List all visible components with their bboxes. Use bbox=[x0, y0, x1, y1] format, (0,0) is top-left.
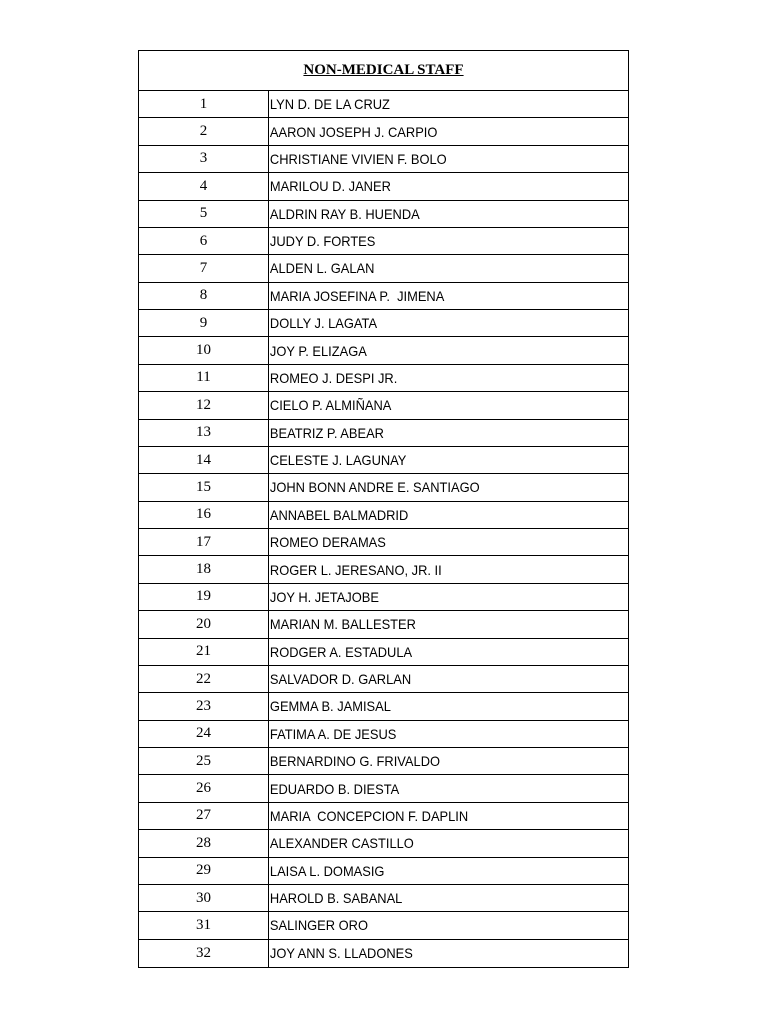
table-row bbox=[139, 666, 628, 693]
row-number: 6 bbox=[139, 228, 269, 254]
table-row bbox=[139, 721, 628, 748]
table-row bbox=[139, 118, 628, 145]
staff-name: HAROLD B. SABANAL bbox=[269, 890, 403, 907]
table-title: NON-MEDICAL STAFF bbox=[139, 51, 628, 91]
row-number: 9 bbox=[139, 310, 269, 336]
staff-name: FATIMA A. DE JESUS bbox=[269, 725, 397, 742]
row-number: 20 bbox=[139, 611, 269, 637]
staff-name: JOY ANN S. LLADONES bbox=[269, 945, 413, 962]
staff-table bbox=[138, 50, 629, 968]
staff-name: JOY H. JETAJOBE bbox=[269, 588, 379, 605]
table-row bbox=[139, 639, 628, 666]
row-number: 10 bbox=[139, 337, 269, 363]
staff-name: ALEXANDER CASTILLO bbox=[269, 835, 414, 852]
staff-name: ROGER L. JERESANO, JR. II bbox=[269, 561, 442, 578]
table-row bbox=[139, 940, 628, 967]
table-row bbox=[139, 420, 628, 447]
staff-name: JOHN BONN ANDRE E. SANTIAGO bbox=[269, 479, 480, 496]
staff-name: CIELO P. ALMIÑANA bbox=[269, 397, 392, 414]
row-number: 7 bbox=[139, 255, 269, 281]
table-row bbox=[139, 201, 628, 228]
staff-name: RODGER A. ESTADULA bbox=[269, 643, 413, 660]
staff-name: MARILOU D. JANER bbox=[269, 178, 391, 195]
staff-name: SALINGER ORO bbox=[269, 917, 368, 934]
row-number: 16 bbox=[139, 502, 269, 528]
table-row bbox=[139, 502, 628, 529]
row-number: 13 bbox=[139, 420, 269, 446]
row-number: 21 bbox=[139, 639, 269, 665]
table-row bbox=[139, 556, 628, 583]
table-row bbox=[139, 611, 628, 638]
row-number: 18 bbox=[139, 556, 269, 582]
row-number: 1 bbox=[139, 91, 269, 117]
row-number: 3 bbox=[139, 146, 269, 172]
table-body bbox=[139, 91, 628, 967]
staff-name: JOY P. ELIZAGA bbox=[269, 342, 367, 359]
row-number: 4 bbox=[139, 173, 269, 199]
table-row bbox=[139, 775, 628, 802]
staff-name: BEATRIZ P. ABEAR bbox=[269, 424, 384, 441]
staff-name: EDUARDO B. DIESTA bbox=[269, 780, 400, 797]
staff-name: DOLLY J. LAGATA bbox=[269, 315, 378, 332]
staff-name: CHRISTIANE VIVIEN F. BOLO bbox=[269, 150, 447, 167]
table-row bbox=[139, 173, 628, 200]
row-number: 25 bbox=[139, 748, 269, 774]
row-number: 29 bbox=[139, 858, 269, 884]
table-row bbox=[139, 885, 628, 912]
staff-name: LYN D. DE LA CRUZ bbox=[269, 96, 390, 113]
table-row bbox=[139, 255, 628, 282]
row-number: 11 bbox=[139, 365, 269, 391]
staff-name: ROMEO J. DESPI JR. bbox=[269, 369, 398, 386]
row-number: 19 bbox=[139, 584, 269, 610]
table-row bbox=[139, 474, 628, 501]
table-row bbox=[139, 310, 628, 337]
staff-name: AARON JOSEPH J. CARPIO bbox=[269, 123, 438, 140]
table-row bbox=[139, 337, 628, 364]
table-row bbox=[139, 146, 628, 173]
row-number: 24 bbox=[139, 721, 269, 747]
row-number: 23 bbox=[139, 693, 269, 719]
table-row bbox=[139, 912, 628, 939]
table-row bbox=[139, 392, 628, 419]
table-row bbox=[139, 447, 628, 474]
staff-name: MARIA JOSEFINA P. JIMENA bbox=[269, 287, 445, 304]
table-row bbox=[139, 858, 628, 885]
row-number: 31 bbox=[139, 912, 269, 938]
row-number: 5 bbox=[139, 201, 269, 227]
row-number: 8 bbox=[139, 283, 269, 309]
table-row bbox=[139, 228, 628, 255]
row-number: 30 bbox=[139, 885, 269, 911]
table-row bbox=[139, 693, 628, 720]
table-row bbox=[139, 91, 628, 118]
staff-name: JUDY D. FORTES bbox=[269, 233, 376, 250]
table-row bbox=[139, 584, 628, 611]
row-number: 14 bbox=[139, 447, 269, 473]
table-row bbox=[139, 529, 628, 556]
row-number: 2 bbox=[139, 118, 269, 144]
table-row bbox=[139, 283, 628, 310]
row-number: 17 bbox=[139, 529, 269, 555]
staff-name: ALDRIN RAY B. HUENDA bbox=[269, 205, 420, 222]
row-number: 27 bbox=[139, 803, 269, 829]
staff-name: LAISA L. DOMASIG bbox=[269, 862, 385, 879]
staff-name: SALVADOR D. GARLAN bbox=[269, 671, 412, 688]
table-row bbox=[139, 748, 628, 775]
row-number: 28 bbox=[139, 830, 269, 856]
staff-name: GEMMA B. JAMISAL bbox=[269, 698, 391, 715]
staff-name: ROMEO DERAMAS bbox=[269, 534, 386, 551]
staff-name: CELESTE J. LAGUNAY bbox=[269, 452, 407, 469]
staff-name: ANNABEL BALMADRID bbox=[269, 506, 409, 523]
staff-name: MARIA CONCEPCION F. DAPLIN bbox=[269, 807, 469, 824]
row-number: 32 bbox=[139, 940, 269, 967]
table-row bbox=[139, 365, 628, 392]
row-number: 15 bbox=[139, 474, 269, 500]
staff-name: MARIAN M. BALLESTER bbox=[269, 616, 416, 633]
row-number: 22 bbox=[139, 666, 269, 692]
staff-name: ALDEN L. GALAN bbox=[269, 260, 375, 277]
staff-name: BERNARDINO G. FRIVALDO bbox=[269, 753, 441, 770]
row-number: 12 bbox=[139, 392, 269, 418]
table-row bbox=[139, 830, 628, 857]
row-number: 26 bbox=[139, 775, 269, 801]
table-row bbox=[139, 803, 628, 830]
